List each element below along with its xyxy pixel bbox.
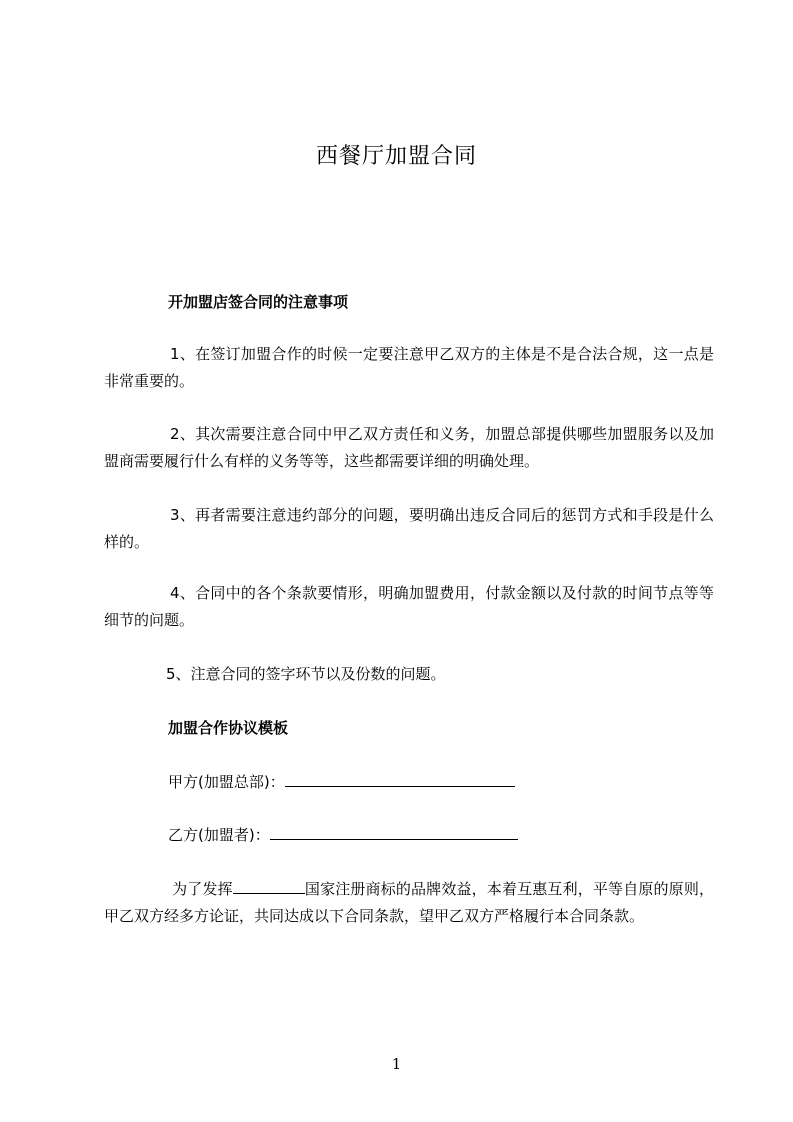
note-item-3-text: 3、再者需要注意违约部分的问题，要明确出违反合同后的惩罚方式和手段是什么样的。: [104, 506, 714, 551]
page-number: 1: [391, 1055, 402, 1073]
document-title: 西餐厅加盟合同: [315, 144, 477, 169]
note-item-1: [104, 341, 714, 395]
note-item-5-text: 5、注意合同的签字环节以及份数的问题。: [166, 665, 446, 683]
note-item-5: [104, 661, 714, 688]
section-heading-template: 加盟合作协议模板: [168, 719, 289, 737]
party-a-blank[interactable]: [285, 772, 515, 787]
note-item-2: [104, 421, 714, 475]
party-b-blank[interactable]: [270, 825, 518, 840]
party-b-label: 乙方(加盟者)：: [168, 826, 270, 844]
note-item-1-text: 1、在签订加盟合作的时候一定要注意甲乙双方的主体是不是合法合规，这一点是非常重要的。: [104, 345, 714, 390]
section-heading-notes: 开加盟店签合同的注意事项: [168, 293, 349, 311]
note-item-3: [104, 502, 714, 556]
party-a-label: 甲方(加盟总部)：: [168, 773, 285, 791]
note-item-4-text: 4、合同中的各个条款要情形，明确加盟费用，付款金额以及付款的时间节点等等细节的问题。: [104, 584, 714, 629]
intro-text-part2: 国家注册商标的品牌效益，本着互惠互利，平等自原的原则，甲乙双方经多方论证，共同达成以下合同条款，望甲乙双方严格履行本合同条款。: [104, 880, 714, 925]
brand-name-blank[interactable]: [233, 879, 305, 894]
party-a-line: [168, 772, 515, 792]
party-b-line: [168, 825, 518, 845]
intro-paragraph: [104, 876, 714, 930]
intro-text-part1: 为了发挥: [172, 880, 233, 898]
note-item-2-text: 2、其次需要注意合同中甲乙双方责任和义务，加盟总部提供哪些加盟服务以及加盟商需要履行什么有样的义务等等，这些都需要详细的明确处理。: [104, 425, 714, 470]
note-item-4: [104, 580, 714, 634]
